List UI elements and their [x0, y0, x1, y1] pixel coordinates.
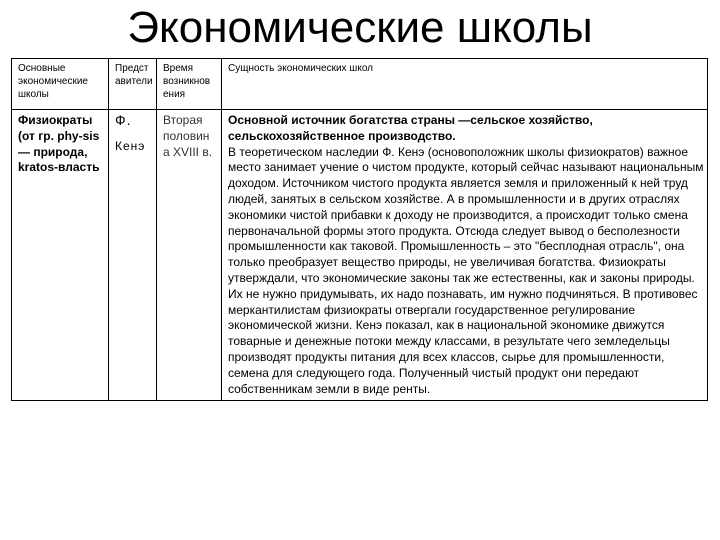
essence-body: В теоретическом наследии Ф. Кенэ (основоположник школы физиократов) важное место занимает учение о чистом продукте, который сейчас называют национальным доходом. Источником чистого продукта является земля и приложенный к ней труд людей, занятых в сельском хозяйстве. А в промышленности и в других отраслях экономики чистой прибавки к доходу не производится, а происходит только смена первоначальной формы этого продукта. Отсюда следует вывод о бесполезности промышленности как таковой. Промышленность – это "бесплодная отрасль", она только преобразует вещество природы, не увеличивая богатства. Физиократы утверждали, что экономические законы так же естественны, как и законы природы. Их не нужно придумывать, их надо познавать, им нужно подчиняться. В противовес меркантилистам физиократы отвергали государственное регулирование экономической жизни. Кенэ показал, как в национальной экономике движутся товарные и денежные потоки между классами, в результате чего земледельцы производят продукты питания для всех классов, сырье для промышленности, семена для следующего года. Полученный чистый продукт они передают собственникам земли в виде ренты.	[228, 144, 704, 396]
essence-cell	[222, 110, 708, 401]
essence-lead: Основной источник богатства страны —сельское хозяйство, сельскохозяйственное производство.	[228, 113, 593, 143]
header-schools: Основные экономические школы	[12, 59, 109, 110]
school-cell	[12, 110, 109, 401]
slide-title: Экономические школы	[127, 3, 593, 52]
school-name: Физиократы	[18, 113, 93, 127]
header-representatives: Предст авители	[109, 59, 157, 110]
header-period: Время возникнов ения	[157, 59, 222, 110]
table-row	[12, 110, 708, 401]
schools-table	[11, 58, 708, 401]
header-essence: Сущность экономических школ	[222, 59, 708, 110]
representative-cell	[109, 110, 157, 401]
table-header-row	[12, 59, 708, 110]
period-cell: Вторая половин а XVIII в.	[157, 110, 222, 401]
representative-initial: Ф.	[115, 112, 132, 128]
school-description: (от гр. phy-sis — природа, kratos-власть	[18, 128, 100, 175]
representative-surname: Кенэ	[115, 138, 146, 153]
